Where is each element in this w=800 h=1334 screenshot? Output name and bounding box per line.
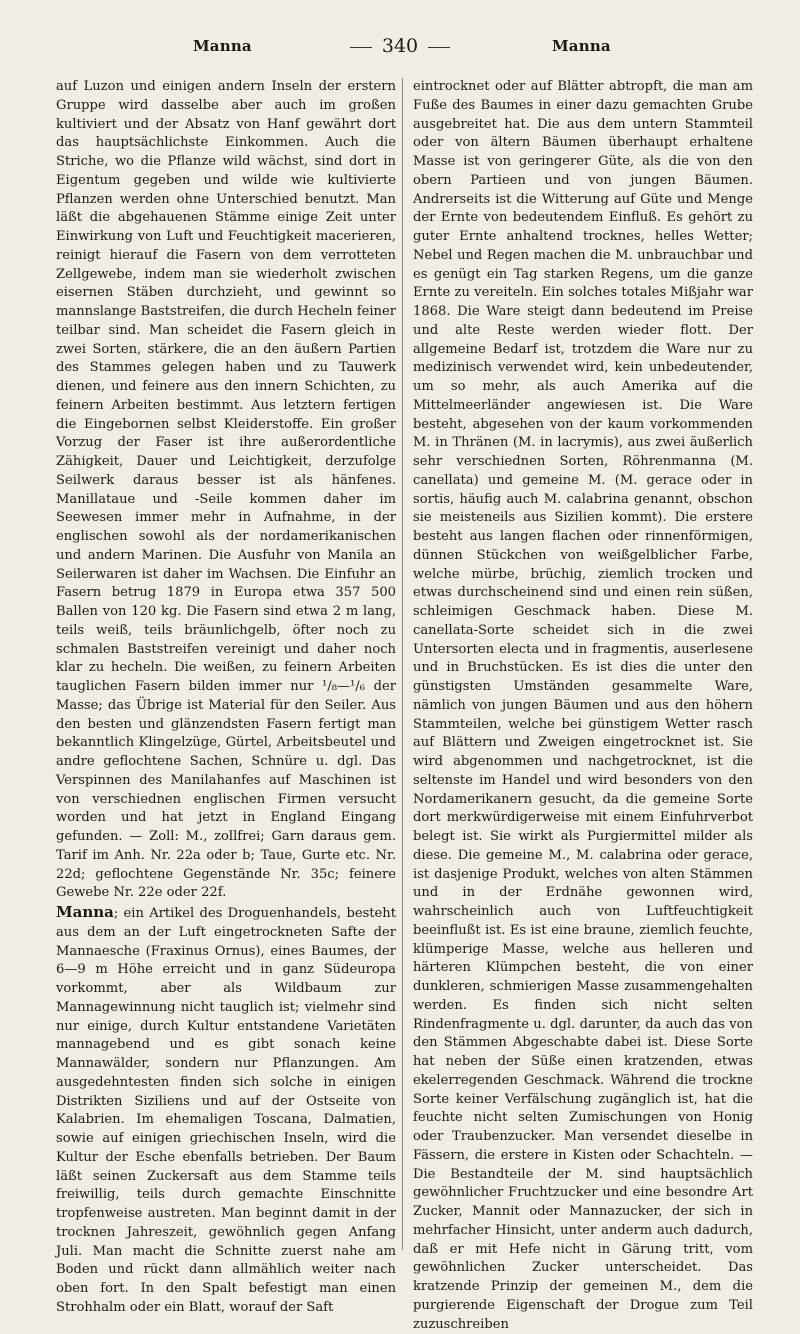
header-dash-left	[350, 47, 372, 48]
paragraph-manna-entry	[56, 903, 396, 1318]
text-column-left	[56, 78, 396, 1318]
page-number-wrap	[0, 35, 800, 57]
header-keyword-right: Manna	[552, 37, 611, 55]
header-keyword-left: Manna	[193, 37, 252, 55]
running-header	[0, 37, 800, 61]
paragraph-manilahanf: auf Luzon und einigen andern Inseln der erstern Gruppe wird dasselbe aber auch im großen kultiviert und der Absatz von Hanf gewährt dort das hauptsächlichste Einkommen. Auch die Striche, wo die Pflanze wild wächst, sind dort in Eigentum gegeben und wilde wie kultivierte Pflanzen werden ohne Unterschied benutzt. Man läßt die abgehauenen Stämme einige Zeit unter Einwirkung von Luft und Feuchtigkeit macerieren, reinigt hierauf die Fasern von dem verrotteten Zellgewebe, indem man sie wiederholt zwischen eisernen Stäben durchzieht, und gewinnt so mannslange Baststreifen, die durch Hecheln feiner teilbar sind. Man scheidet die Fasern gleich in zwei Sorten, stärkere, die an den äußern Partien des Stammes gelegen haben und zu Tauwerk dienen, und feinere aus den innern Schichten, zu feinern Arbeiten bestimmt. Aus letztern fertigen die Eingebornen selbst Kleiderstoffe. Ein großer Vorzug der Faser ist ihre außerordentliche Zähigkeit, Dauer und Leichtigkeit, derzufolge Seilwerk daraus besser ist als hänfenes. Manillataue und -Seile kommen daher im Seewesen immer mehr in Aufnahme, in der englischen sowohl als der nordamerikanischen und andern Marinen. Die Ausfuhr von Manila an Seilerwaren ist daher im Wachsen. Die Einfuhr an Fasern betrug 1879 in Europa etwa 357 500 Ballen von 120 kg. Die Fasern sind etwa 2 m lang, teils weiß, teils bräunlichgelb, öfter noch zu schmalen Baststreifen vereinigt und daher noch klar zu hecheln. Die weißen, zu feinern Arbeiten tauglichen Fasern bilden immer nur ¹/₈—¹/₆ der Masse; das Übrige ist Material für den Seiler. Aus den besten und glänzendsten Fasern fertigt man bekanntlich Klingelzüge, Gürtel, Arbeitsbeutel und andre geflochtene Sachen, Schnüre u. dgl. Das Verspinnen des Manilahanfes auf Maschinen ist von verschiednen englischen Firmen versucht worden und hat jetzt in England Eingang gefunden. — Zoll: M., zollfrei; Garn daraus gem. Tarif im Anh. Nr. 22a oder b; Taue, Gurte etc. Nr. 22d; geflochtene Gegenstände Nr. 35c; feinere Gewebe Nr. 22e oder 22f.	[56, 79, 396, 901]
paragraph-manna-continued: eintrocknet oder auf Blätter abtropft, die man am Fuße des Baumes in einer dazu gemachten Grube ausgebreitet hat. Die aus dem untern Stammteil oder von ältern Bäumen überhaupt erhaltene Masse ist von geringerer Güte, als die von den obern Partieen und von jungen Bäumen. Andrerseits ist die Witterung auf Güte und Menge der Ernte von bedeutendem Einfluß. Es gehört zu guter Ernte anhaltend trocknes, helles Wetter; Nebel und Regen machen die M. unbrauchbar und es genügt ein Tag starken Regens, um die ganze Ernte zu vereiteln. Ein solches totales Mißjahr war 1868. Die Ware steigt dann bedeutend im Preise und alte Reste werden wieder flott. Der allgemeine Bedarf ist, trotzdem die Ware nur zu medizinisch verwendet wird, kein unbedeutender, um so mehr, als auch Amerika auf die Mittelmeerländer angewiesen ist. Die Ware besteht, abgesehen von der kaum vorkommenden M. in Thränen (M. in lacrymis), aus zwei äußerlich sehr verschiednen Sorten, Röhrenmanna (M. canellata) und gemeine M. (M. gerace oder in sortis, häufig auch M. calabrina genannt, obschon sie meisteneils aus Sizilien kommt). Die erstere besteht aus langen flachen oder rinnenförmigen, dünnen Stückchen von weißgelblicher Farbe, welche mürbe, brüchig, ziemlich trocken und etwas durchscheinend sind und einen rein süßen, schleimigen Geschmack haben. Diese M. canellata-Sorte scheidet sich in die zwei Untersorten electa und in fragmentis, auserlesene und in Bruchstücken. Es ist dies die unter den günstigsten Umständen gesammelte Ware, nämlich von jungen Bäumen und aus den höhern Stammteilen, welche bei günstigem Wetter rasch auf Blättern und Zweigen eingetrocknet ist. Sie wird abgenommen und nachgetrocknet, ist die seltenste im Handel und wird besonders von den Nordamerikanern gesucht, da die gemeine Sorte dort merkwürdigerweise mit einem Einfuhrverbot belegt ist. Sie wirkt als Purgiermittel milder als diese. Die gemeine M., M. calabrina oder gerace, ist dasjenige Produkt, welches von alten Stämmen und in der Erdnähe gewonnen wird, wahrscheinlich auch von Luftfeuchtigkeit beeinflußt ist. Es ist eine braune, ziemlich feuchte, klümperige Masse, welche aus helleren und härteren Klümpchen besteht, die von einer dunkleren, schmierigen Masse zusammengehalten werden. Es finden sich nicht selten Rindenfragmente u. dgl. darunter, da auch das von den Stämmen Abgeschabte dabei ist. Diese Sorte hat neben der Süße einen kratzenden, etwas ekelerregenden Geschmack. Während die trockne Sorte keiner Verfälschung zugänglich ist, hat die feuchte nicht selten Zumischungen von Honig oder Traubenzucker. Man versendet dieselbe in Fässern, die erstere in Kisten oder Schachteln. — Die Bestandteile der M. sind hauptsächlich gewöhnlicher Fruchtzucker und eine besondre Art Zucker, Mannit oder Mannazucker, der sich in mehrfacher Hinsicht, unter anderm auch dadurch, daß er mit Hefe nicht in Gärung tritt, vom gewöhnlichen Zucker unterscheidet. Das kratzende Prinzip der gemeinen M., dem die purgierende Eigenschaft der Drogue zum Teil zuzuschreiben	[413, 79, 753, 1332]
entry-keyword-manna: Manna	[56, 903, 114, 921]
column-divider	[402, 78, 403, 1250]
page-number: 340	[381, 35, 419, 57]
text-column-right	[413, 78, 753, 1334]
entry-text-manna: ; ein Artikel des Droguenhandels, besteht aus dem an der Luft eingetrockneten Safte der Mannaesche (Fraxinus Ornus), eines Baumes, der 6—9 m Höhe erreicht und in ganz Südeuropa vorkommt, aber als Wildbaum zur Mannagewinnung nicht tauglich ist; vielmehr sind nur einige, durch Kultur entstandene Varietäten mannagebend und es gibt sonach keine Mannawälder, sondern nur Pflanzungen. Am ausgedehntesten finden sich solche in einigen Distrikten Siziliens und auf der Ostseite von Kalabrien. Im ehemaligen Toscana, Dalmatien, sowie auf einigen griechischen Inseln, wird die Kultur der Esche ebenfalls betrieben. Der Baum läßt seinen Zuckersaft aus dem Stamme teils freiwillig, teils durch gemachte Einschnitte tropfenweise austreten. Man beginnt damit in der trocknen Jahreszeit, gewöhnlich gegen Anfang Juli. Man macht die Schnitte zuerst nahe am Boden und rückt dann allmählich weiter nach oben fort. In den Spalt befestigt man einen Strohhalm oder ein Blatt, worauf der Saft	[56, 906, 396, 1315]
header-dash-right	[428, 47, 450, 48]
